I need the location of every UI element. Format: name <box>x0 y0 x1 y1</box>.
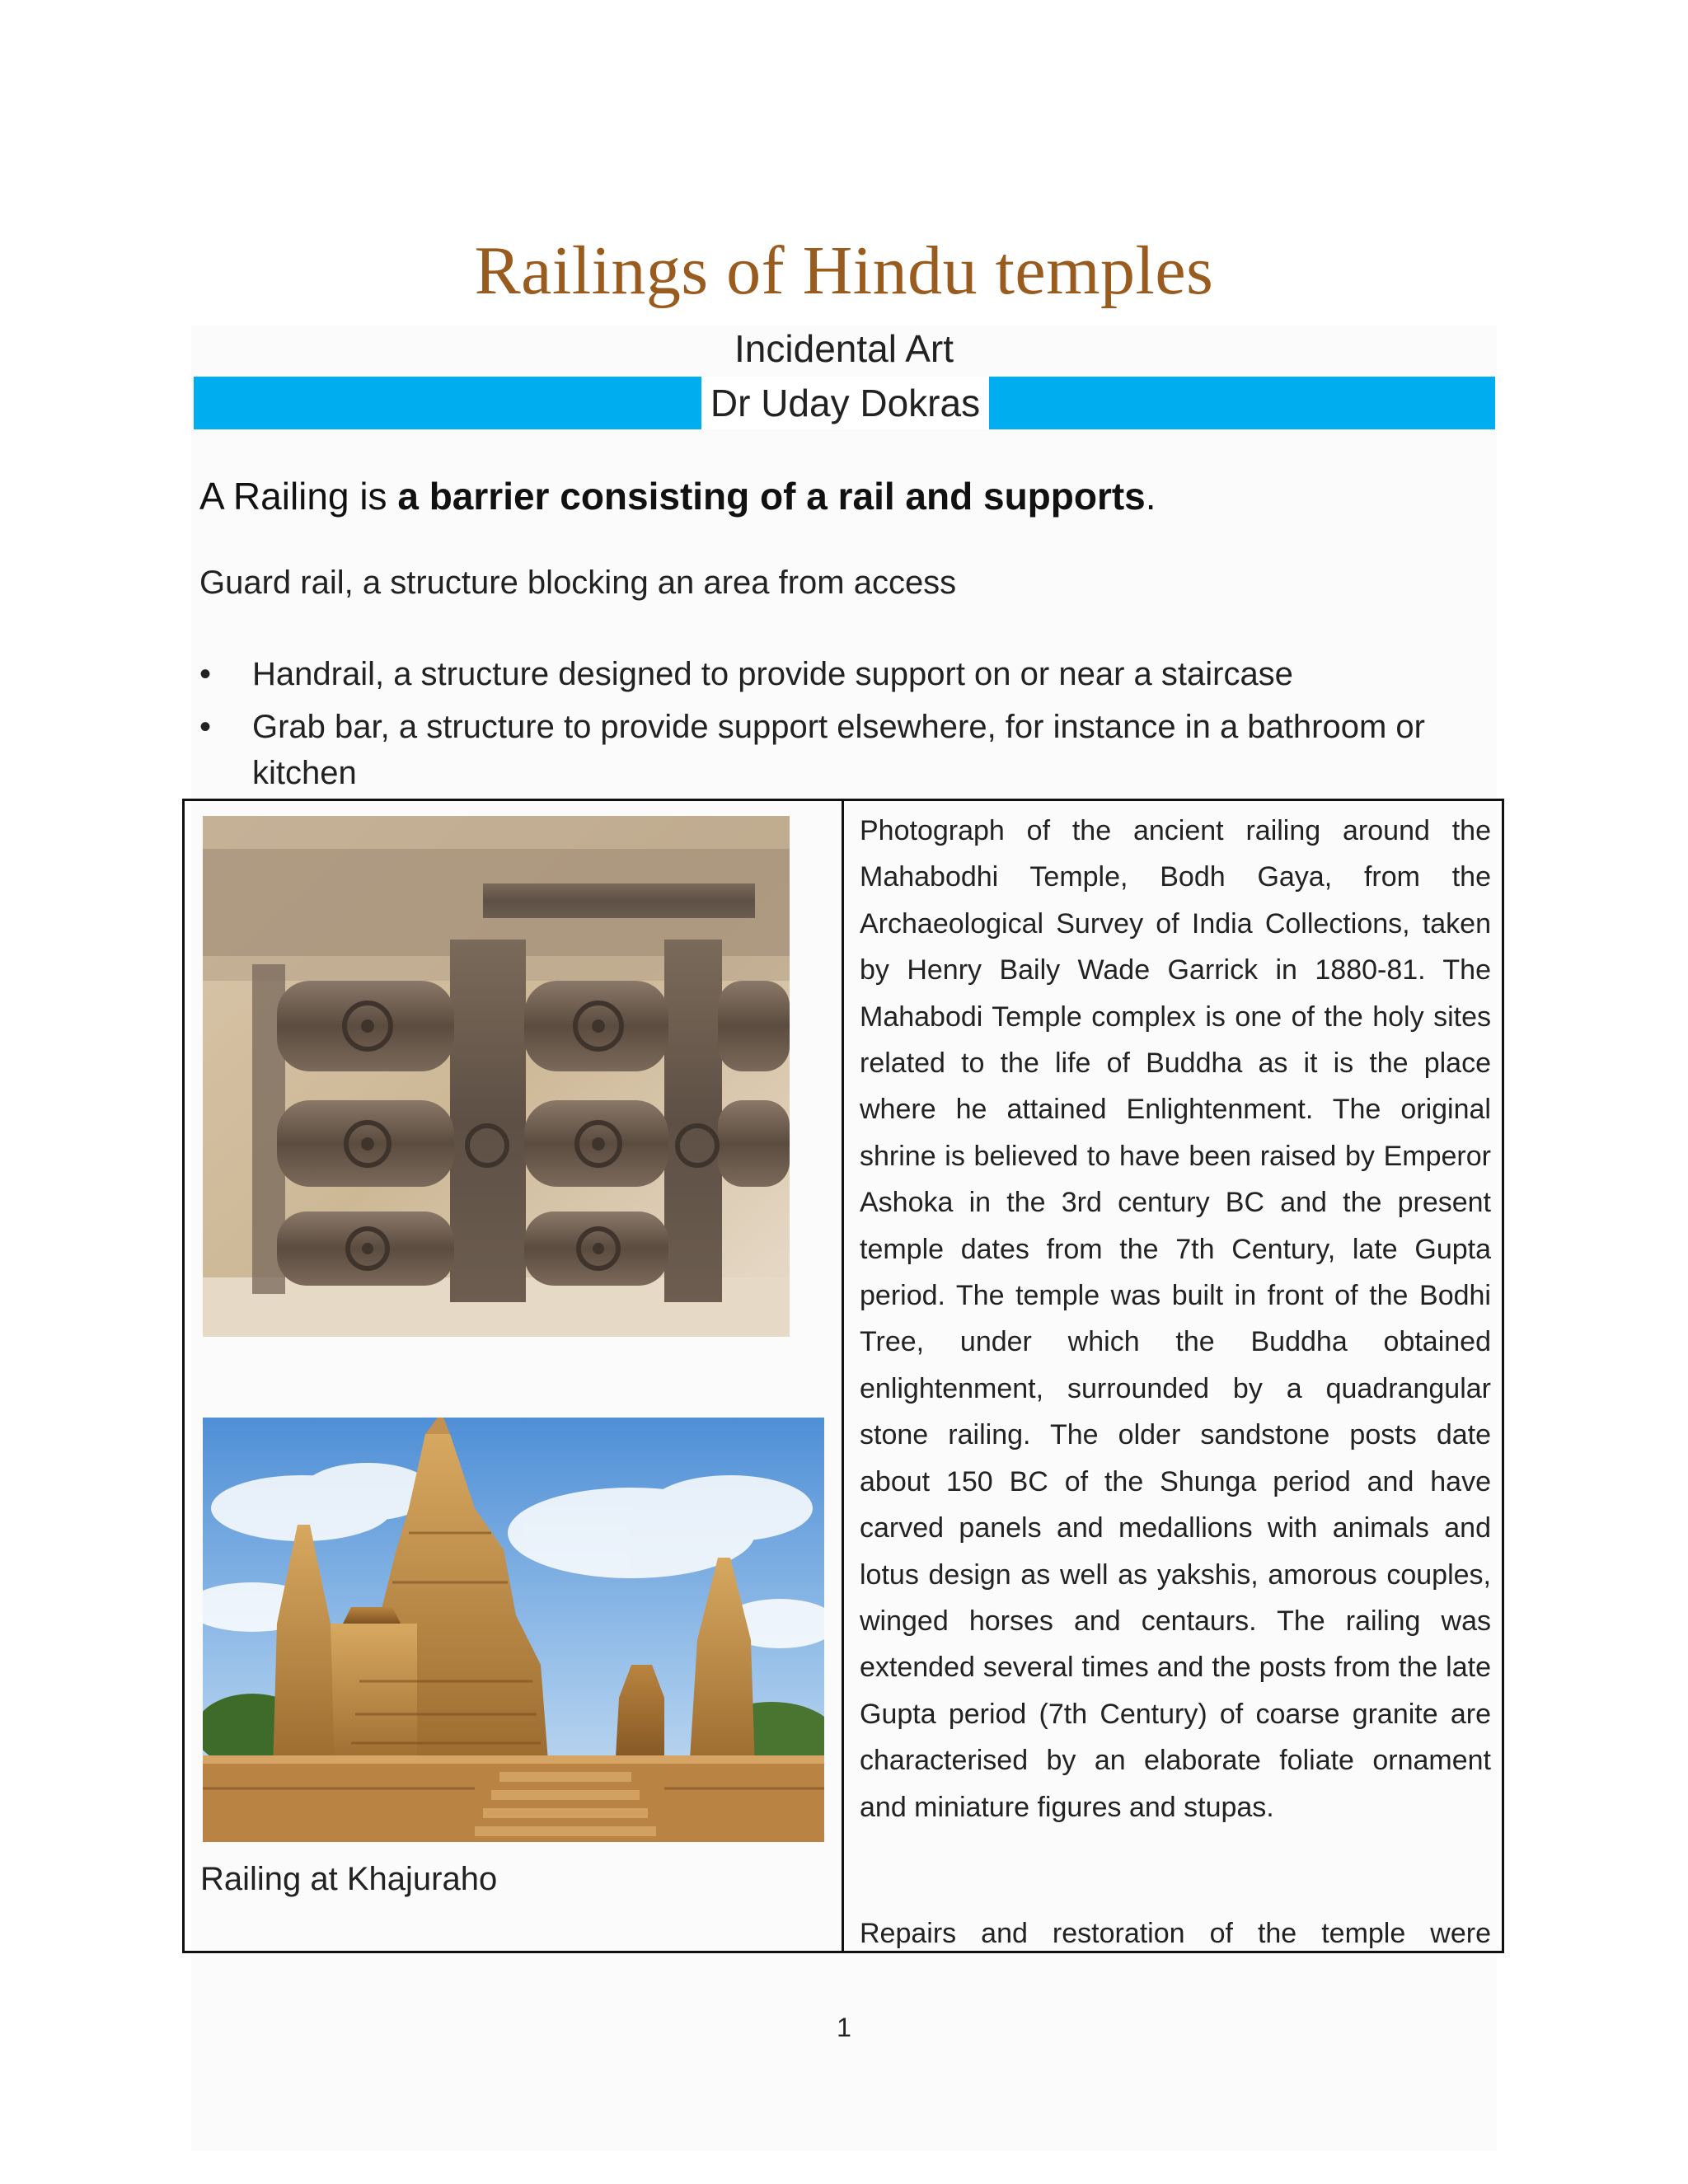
khajuraho-temple-photo <box>203 1418 824 1842</box>
mahabodhi-description: Photograph of the ancient railing around the Mahabodhi Temple, Bodh Gaya, from the Archaeological Survey of India Collections, taken by Henry Baily Wade Garrick in 1880-81. The Mahabodi Temple complex is one of the holy sites related to the life of Buddha as it is the place where he attained Enlightenment. The original shrine is believed to have been raised by Emperor Ashoka in the 3rd century BC and the present temple dates from the 7th Century, late Gupta period. The temple was built in front of the Bodhi Tree, under which the Buddha obtained enlightenment, surrounded by a quadrangular stone railing. The older sandstone posts date about 150 BC of the Shunga period and have carved panels and medallions with animals and lotus design as well as yakshis, amorous couples, winged horses and centaurs. The railing was extended several times and the posts from the late Gupta period (7th Century) of coarse granite are characterised by an elaborate foliate ornament and miniature figures and stupas. <box>860 815 1491 1823</box>
list-item <box>199 651 1502 697</box>
bullet-glyph: • <box>199 656 212 692</box>
document-title: Railings of Hindu temples <box>474 232 1214 309</box>
khajuraho-caption: Railing at Khajuraho <box>200 1861 498 1897</box>
definition-bold: a barrier consisting of a rail and supports <box>397 475 1146 518</box>
author-highlight-right <box>989 377 1495 429</box>
mahabodhi-railing-photo <box>203 816 790 1337</box>
author-name: Dr Uday Dokras <box>701 377 989 429</box>
railing-definition <box>199 474 1156 518</box>
document-subtitle: Incidental Art <box>734 327 954 370</box>
restoration-text: Repairs and restoration of the temple were <box>860 1918 1491 1949</box>
list-item-text: Grab bar, a structure to provide support elsewhere, for instance in a bathroom or kitchen <box>252 709 1425 791</box>
railing-type-list <box>199 651 1502 803</box>
guard-rail-text: Guard rail, a structure blocking an area from access <box>199 565 957 601</box>
bullet-glyph: • <box>199 709 212 745</box>
table-column-divider <box>842 799 844 1953</box>
page-number: 1 <box>837 2013 851 2042</box>
author-highlight-left <box>194 377 701 429</box>
definition-suffix: . <box>1145 475 1156 518</box>
list-item-text: Handrail, a structure designed to provide support on or near a staircase <box>252 656 1293 692</box>
definition-prefix: A Railing is <box>199 475 398 518</box>
list-item <box>199 704 1502 796</box>
